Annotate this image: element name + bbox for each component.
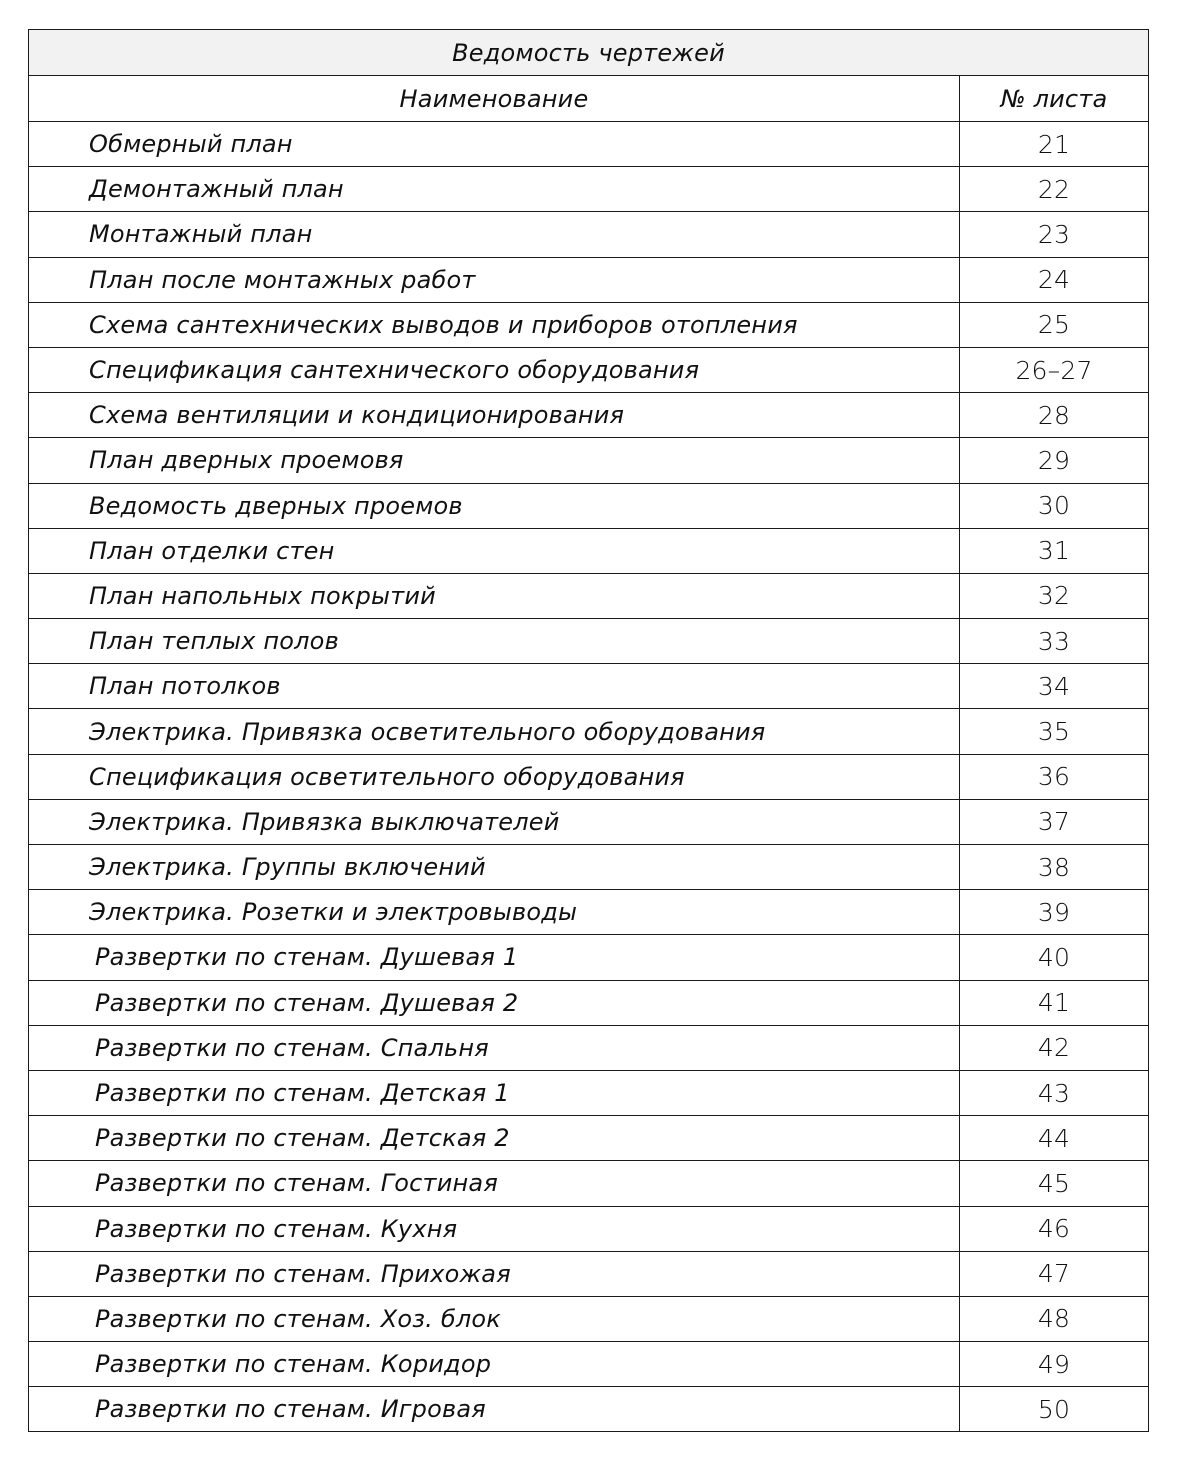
drawing-name: Ведомость дверных проемов <box>29 483 960 528</box>
table-row <box>29 212 1149 257</box>
table-body <box>29 30 1149 1432</box>
table-row <box>29 1206 1149 1251</box>
drawing-name: План отделки стен <box>29 528 960 573</box>
sheet-number: 37 <box>960 799 1149 844</box>
drawing-name: Демонтажный план <box>29 167 960 212</box>
sheet-number: 22 <box>960 167 1149 212</box>
sheet-number: 23 <box>960 212 1149 257</box>
table-row <box>29 167 1149 212</box>
drawing-name: План потолков <box>29 664 960 709</box>
sheet-number: 50 <box>960 1387 1149 1432</box>
table-title-row <box>29 30 1149 76</box>
sheet-number: 40 <box>960 935 1149 980</box>
table-row <box>29 257 1149 302</box>
sheet-number: 45 <box>960 1161 1149 1206</box>
sheet-number: 41 <box>960 980 1149 1025</box>
drawing-name: Электрика. Розетки и электровыводы <box>29 890 960 935</box>
sheet-number: 25 <box>960 302 1149 347</box>
drawing-name: Электрика. Привязка осветительного оборудования <box>29 709 960 754</box>
table-row <box>29 980 1149 1025</box>
drawing-name: Схема сантехнических выводов и приборов отопления <box>29 302 960 347</box>
sheet-number: 39 <box>960 890 1149 935</box>
table-row <box>29 754 1149 799</box>
table-row <box>29 1296 1149 1341</box>
table-row <box>29 302 1149 347</box>
table-row <box>29 1070 1149 1115</box>
table-row <box>29 935 1149 980</box>
drawing-name: Развертки по стенам. Кухня <box>29 1206 960 1251</box>
drawing-name: Развертки по стенам. Спальня <box>29 1025 960 1070</box>
sheet-number: 29 <box>960 438 1149 483</box>
drawing-name: Развертки по стенам. Хоз. блок <box>29 1296 960 1341</box>
header-name: Наименование <box>29 76 960 122</box>
sheet-number: 48 <box>960 1296 1149 1341</box>
sheet-number: 44 <box>960 1116 1149 1161</box>
drawing-name: Развертки по стенам. Детская 1 <box>29 1070 960 1115</box>
drawing-name: План напольных покрытий <box>29 573 960 618</box>
sheet-number: 30 <box>960 483 1149 528</box>
table-row <box>29 1342 1149 1387</box>
drawings-list-table <box>28 29 1149 1432</box>
table-row <box>29 890 1149 935</box>
sheet-number: 21 <box>960 122 1149 167</box>
table-row <box>29 1161 1149 1206</box>
sheet-number: 47 <box>960 1251 1149 1296</box>
drawing-name: Развертки по стенам. Прихожая <box>29 1251 960 1296</box>
sheet-number: 38 <box>960 845 1149 890</box>
table-row <box>29 393 1149 438</box>
sheet-number: 33 <box>960 619 1149 664</box>
drawing-name: Развертки по стенам. Коридор <box>29 1342 960 1387</box>
drawing-name: Развертки по стенам. Душевая 2 <box>29 980 960 1025</box>
table-row <box>29 438 1149 483</box>
drawing-name: Электрика. Привязка выключателей <box>29 799 960 844</box>
drawing-name: Монтажный план <box>29 212 960 257</box>
drawing-name: Обмерный план <box>29 122 960 167</box>
table-row <box>29 1251 1149 1296</box>
sheet-number: 42 <box>960 1025 1149 1070</box>
drawing-name: Развертки по стенам. Детская 2 <box>29 1116 960 1161</box>
table-header-row <box>29 76 1149 122</box>
table-title: Ведомость чертежей <box>29 30 1149 76</box>
table-row <box>29 799 1149 844</box>
drawing-name: План теплых полов <box>29 619 960 664</box>
sheet-number: 26–27 <box>960 347 1149 392</box>
table-row <box>29 347 1149 392</box>
header-sheet-no: № листа <box>960 76 1149 122</box>
sheet-number: 34 <box>960 664 1149 709</box>
sheet-number: 43 <box>960 1070 1149 1115</box>
sheet-number: 49 <box>960 1342 1149 1387</box>
table-row <box>29 1116 1149 1161</box>
sheet-number: 31 <box>960 528 1149 573</box>
drawing-name: Спецификация сантехнического оборудования <box>29 347 960 392</box>
table-row <box>29 709 1149 754</box>
sheet-number: 46 <box>960 1206 1149 1251</box>
drawing-name: План дверных проемовя <box>29 438 960 483</box>
table-row <box>29 573 1149 618</box>
drawing-name: Электрика. Группы включений <box>29 845 960 890</box>
drawing-name: Развертки по стенам. Игровая <box>29 1387 960 1432</box>
drawing-name: План после монтажных работ <box>29 257 960 302</box>
sheet-number: 32 <box>960 573 1149 618</box>
table-row <box>29 1025 1149 1070</box>
table-row <box>29 483 1149 528</box>
table-row <box>29 122 1149 167</box>
drawing-name: Развертки по стенам. Душевая 1 <box>29 935 960 980</box>
table-row <box>29 664 1149 709</box>
table-row <box>29 528 1149 573</box>
sheet-number: 35 <box>960 709 1149 754</box>
drawing-name: Развертки по стенам. Гостиная <box>29 1161 960 1206</box>
drawing-name: Схема вентиляции и кондиционирования <box>29 393 960 438</box>
table-row <box>29 1387 1149 1432</box>
table-row <box>29 619 1149 664</box>
table-row <box>29 845 1149 890</box>
sheet-number: 36 <box>960 754 1149 799</box>
drawing-name: Спецификация осветительного оборудования <box>29 754 960 799</box>
sheet-number: 24 <box>960 257 1149 302</box>
sheet-number: 28 <box>960 393 1149 438</box>
